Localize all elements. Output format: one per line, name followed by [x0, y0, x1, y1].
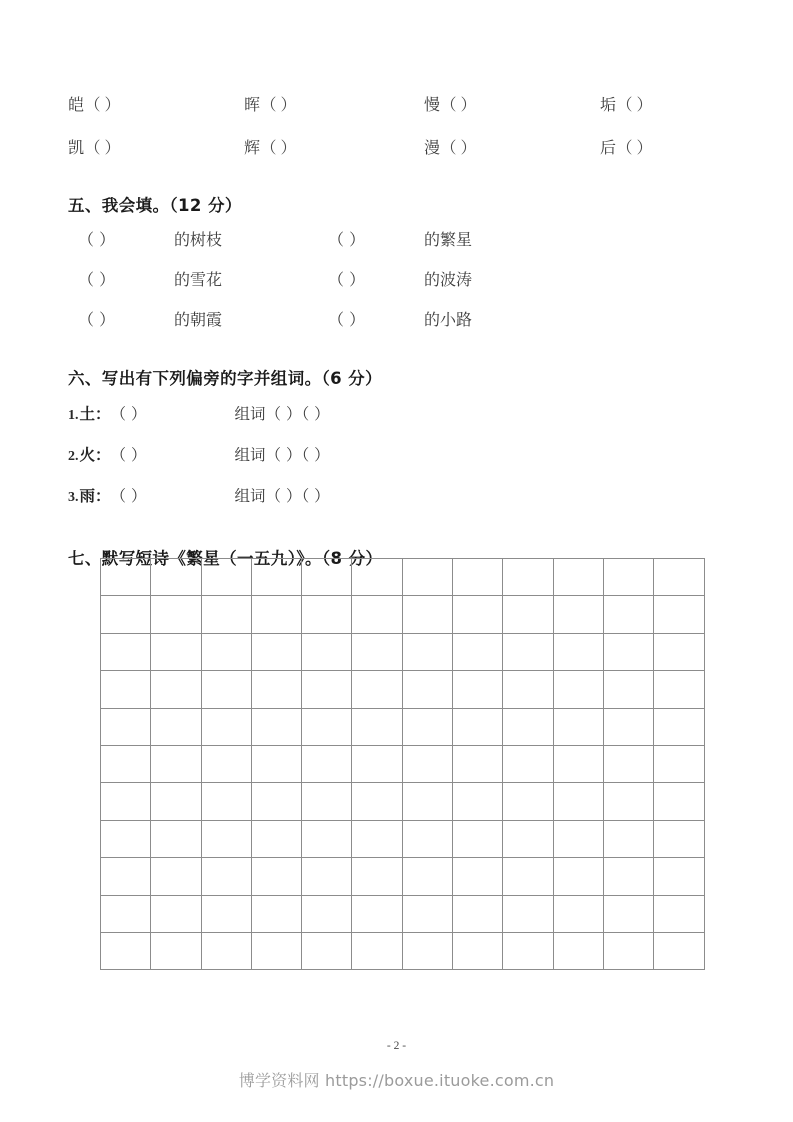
writing-grid-cell[interactable] [453, 895, 503, 932]
writing-grid-cell[interactable] [251, 596, 301, 633]
writing-grid-cell[interactable] [553, 708, 603, 745]
writing-grid-cell[interactable] [201, 708, 251, 745]
answer-bracket[interactable]: （ ） [616, 140, 653, 157]
writing-grid-cell[interactable] [352, 858, 402, 895]
writing-grid-cell[interactable] [251, 633, 301, 670]
writing-grid-cell[interactable] [603, 596, 653, 633]
char-exercise-item [600, 135, 653, 158]
fill-blank-item [328, 267, 578, 290]
phrase-label: 的朝霞 [174, 310, 223, 329]
writing-grid-row [101, 895, 705, 932]
writing-grid-cell[interactable] [352, 596, 402, 633]
writing-grid-cell[interactable] [251, 932, 301, 969]
fill-blank-row [68, 227, 728, 267]
writing-grid-cell[interactable] [151, 596, 201, 633]
answer-bracket[interactable]: （ ） [616, 97, 653, 114]
page-number: - 2 - [386, 1040, 407, 1052]
radical-item-row [68, 484, 728, 525]
writing-grid-cell[interactable] [151, 858, 201, 895]
writing-grid-wrapper [100, 558, 705, 970]
writing-grid-cell[interactable] [151, 559, 201, 596]
answer-bracket[interactable]: （ ） [328, 230, 366, 249]
writing-grid-cell[interactable] [503, 671, 553, 708]
writing-grid-cell[interactable] [402, 783, 452, 820]
writing-grid-cell[interactable] [151, 633, 201, 670]
writing-grid-cell[interactable] [402, 895, 452, 932]
answer-bracket[interactable]: （ ） [440, 140, 477, 157]
char-exercise-item [424, 92, 600, 115]
writing-grid-cell[interactable] [101, 708, 151, 745]
writing-grid-cell[interactable] [201, 745, 251, 782]
char-exercise-item [68, 92, 244, 115]
char-prompt: 凯 [68, 138, 85, 157]
writing-grid-cell[interactable] [251, 671, 301, 708]
writing-grid-cell[interactable] [402, 596, 452, 633]
writing-grid-cell[interactable] [503, 932, 553, 969]
writing-grid-cell[interactable] [603, 708, 653, 745]
radical-item-row [68, 443, 728, 484]
writing-grid-cell[interactable] [352, 820, 402, 857]
item-number: 3. [68, 490, 79, 505]
writing-grid-row [101, 596, 705, 633]
page-content [68, 92, 728, 569]
writing-grid-cell[interactable] [654, 708, 704, 745]
writing-grid-cell[interactable] [453, 596, 503, 633]
answer-bracket[interactable]: （ ） [110, 487, 147, 505]
writing-grid-cell[interactable] [654, 932, 704, 969]
writing-grid-cell[interactable] [201, 633, 251, 670]
writing-grid-cell[interactable] [302, 708, 352, 745]
writing-grid-cell[interactable] [503, 596, 553, 633]
answer-bracket[interactable]: （ ） [78, 270, 116, 289]
char-exercise-row [68, 135, 728, 178]
writing-grid-cell[interactable] [553, 745, 603, 782]
writing-grid-cell[interactable] [251, 708, 301, 745]
writing-grid-cell[interactable] [553, 596, 603, 633]
writing-grid-cell[interactable] [352, 745, 402, 782]
writing-grid-cell[interactable] [402, 708, 452, 745]
writing-grid-cell[interactable] [101, 932, 151, 969]
phrase-label: 的繁星 [424, 230, 473, 249]
writing-grid-cell[interactable] [101, 783, 151, 820]
writing-grid-cell[interactable] [503, 559, 553, 596]
char-exercise-item [424, 135, 600, 158]
writing-grid-cell[interactable] [302, 932, 352, 969]
writing-grid-cell[interactable] [251, 895, 301, 932]
phrase-label: 的小路 [424, 310, 473, 329]
answer-bracket[interactable]: （ ） [110, 446, 147, 464]
writing-grid-cell[interactable] [101, 820, 151, 857]
writing-grid-cell[interactable] [352, 895, 402, 932]
radical-item-row [68, 402, 728, 443]
writing-grid-cell[interactable] [352, 633, 402, 670]
writing-grid-cell[interactable] [402, 633, 452, 670]
answer-bracket[interactable]: （ ） [110, 405, 147, 423]
writing-grid-cell[interactable] [201, 932, 251, 969]
writing-grid-cell[interactable] [503, 895, 553, 932]
zuci-brackets[interactable]: （ ）（ ） [265, 446, 330, 464]
writing-grid-cell[interactable] [302, 858, 352, 895]
writing-grid-cell[interactable] [453, 671, 503, 708]
writing-grid-cell[interactable] [453, 858, 503, 895]
writing-grid-cell[interactable] [654, 820, 704, 857]
fill-blank-item [68, 307, 328, 330]
writing-grid-cell[interactable] [603, 932, 653, 969]
answer-bracket[interactable]: （ ） [328, 270, 366, 289]
phrase-label: 的树枝 [174, 230, 223, 249]
radical-label: 雨： [79, 487, 111, 505]
writing-grid-cell[interactable] [603, 745, 653, 782]
writing-grid-cell[interactable] [503, 633, 553, 670]
writing-grid-cell[interactable] [101, 671, 151, 708]
writing-grid-cell[interactable] [553, 858, 603, 895]
radical-label: 火： [79, 446, 111, 464]
fill-blank-row [68, 267, 728, 307]
writing-grid-cell[interactable] [402, 820, 452, 857]
writing-grid-cell[interactable] [302, 671, 352, 708]
writing-grid-cell[interactable] [302, 895, 352, 932]
writing-grid-cell[interactable] [603, 858, 653, 895]
writing-grid-row [101, 783, 705, 820]
fill-blank-item [328, 227, 578, 250]
writing-grid-cell[interactable] [402, 671, 452, 708]
writing-grid-cell[interactable] [251, 559, 301, 596]
writing-grid-cell[interactable] [654, 671, 704, 708]
writing-grid-cell[interactable] [251, 820, 301, 857]
char-prompt: 垢 [600, 95, 617, 114]
phrase-label: 的波涛 [424, 270, 473, 289]
writing-grid-cell[interactable] [453, 783, 503, 820]
section-five-heading: 五、我会填。（12 分） [68, 196, 242, 215]
zuci-brackets[interactable]: （ ）（ ） [265, 405, 330, 423]
answer-bracket[interactable]: （ ） [440, 97, 477, 114]
char-prompt: 后 [600, 138, 617, 157]
phrase-label: 的雪花 [174, 270, 223, 289]
writing-grid-cell[interactable] [201, 858, 251, 895]
writing-grid-cell[interactable] [302, 596, 352, 633]
writing-grid-cell[interactable] [101, 745, 151, 782]
writing-grid-cell[interactable] [302, 783, 352, 820]
writing-grid-cell[interactable] [553, 895, 603, 932]
writing-grid-row [101, 932, 705, 969]
writing-grid-cell[interactable] [151, 783, 201, 820]
zuci-label: 组词 [234, 446, 266, 464]
answer-bracket[interactable]: （ ） [78, 310, 116, 329]
writing-grid-cell[interactable] [654, 783, 704, 820]
writing-grid-cell[interactable] [603, 671, 653, 708]
writing-grid-cell[interactable] [101, 559, 151, 596]
writing-grid-cell[interactable] [402, 559, 452, 596]
writing-grid-cell[interactable] [151, 708, 201, 745]
writing-grid-cell[interactable] [101, 858, 151, 895]
watermark-text: 博学资料网 https://boxue.ituoke.com.cn [238, 1071, 555, 1090]
answer-bracket[interactable]: （ ） [260, 97, 297, 114]
fill-blank-item [328, 307, 578, 330]
writing-grid-cell[interactable] [603, 783, 653, 820]
writing-grid-cell[interactable] [302, 633, 352, 670]
writing-grid-cell[interactable] [101, 633, 151, 670]
writing-grid-cell[interactable] [151, 671, 201, 708]
radical-label: 土： [79, 405, 111, 423]
writing-grid-cell[interactable] [151, 932, 201, 969]
answer-bracket[interactable]: （ ） [328, 310, 366, 329]
writing-grid-cell[interactable] [453, 559, 503, 596]
writing-grid-cell[interactable] [654, 745, 704, 782]
writing-grid-cell[interactable] [553, 559, 603, 596]
char-prompt: 晖 [244, 95, 261, 114]
char-exercise-item [68, 135, 244, 158]
answer-bracket[interactable]: （ ） [84, 140, 121, 157]
writing-grid-cell[interactable] [201, 820, 251, 857]
writing-grid-cell[interactable] [402, 932, 452, 969]
writing-grid-cell[interactable] [654, 895, 704, 932]
item-number: 1. [68, 408, 79, 423]
writing-grid-row [101, 708, 705, 745]
writing-grid-row [101, 559, 705, 596]
char-exercise-item [244, 92, 424, 115]
writing-grid-cell[interactable] [302, 559, 352, 596]
writing-grid-cell[interactable] [553, 820, 603, 857]
writing-grid-cell[interactable] [201, 596, 251, 633]
char-exercise-item [600, 92, 653, 115]
writing-grid-cell[interactable] [553, 671, 603, 708]
zuci-label: 组词 [234, 487, 266, 505]
writing-grid-cell[interactable] [553, 932, 603, 969]
writing-grid-cell[interactable] [251, 745, 301, 782]
writing-grid-cell[interactable] [352, 783, 402, 820]
char-prompt: 皑 [68, 95, 85, 114]
fill-blank-item [68, 267, 328, 290]
writing-grid-cell[interactable] [503, 745, 553, 782]
writing-grid-cell[interactable] [453, 708, 503, 745]
writing-grid-cell[interactable] [654, 559, 704, 596]
writing-grid-cell[interactable] [503, 820, 553, 857]
writing-grid-cell[interactable] [402, 858, 452, 895]
writing-grid-cell[interactable] [453, 633, 503, 670]
writing-grid-cell[interactable] [251, 858, 301, 895]
writing-grid-cell[interactable] [201, 895, 251, 932]
fill-blank-item [68, 227, 328, 250]
writing-grid-cell[interactable] [352, 671, 402, 708]
char-exercise-row [68, 92, 728, 135]
writing-grid-cell[interactable] [603, 559, 653, 596]
writing-grid-cell[interactable] [603, 895, 653, 932]
writing-grid-cell[interactable] [402, 745, 452, 782]
writing-grid-cell[interactable] [302, 820, 352, 857]
writing-grid-cell[interactable] [453, 932, 503, 969]
writing-grid-cell[interactable] [251, 783, 301, 820]
char-prompt: 慢 [424, 95, 441, 114]
zuci-brackets[interactable]: （ ）（ ） [265, 487, 330, 505]
fill-blank-row [68, 307, 728, 347]
writing-grid-cell[interactable] [201, 671, 251, 708]
writing-grid-cell[interactable] [101, 596, 151, 633]
writing-grid-cell[interactable] [654, 858, 704, 895]
writing-grid-cell[interactable] [603, 633, 653, 670]
writing-grid-row [101, 671, 705, 708]
item-number: 2. [68, 449, 79, 464]
writing-grid-cell[interactable] [553, 783, 603, 820]
writing-grid-cell[interactable] [654, 633, 704, 670]
section-six-heading: 六、写出有下列偏旁的字并组词。（6 分） [68, 369, 382, 388]
writing-grid-cell[interactable] [352, 708, 402, 745]
answer-bracket[interactable]: （ ） [260, 140, 297, 157]
writing-grid-cell[interactable] [453, 745, 503, 782]
writing-grid-cell[interactable] [503, 783, 553, 820]
char-exercise-item [244, 135, 424, 158]
writing-grid-cell[interactable] [503, 708, 553, 745]
writing-grid-row [101, 820, 705, 857]
writing-grid-cell[interactable] [151, 820, 201, 857]
writing-grid-row [101, 633, 705, 670]
writing-grid-cell[interactable] [654, 596, 704, 633]
writing-grid-cell[interactable] [101, 895, 151, 932]
section-seven-heading: 七、默写短诗《繁星（一五九）》。（8 分） [68, 549, 383, 568]
writing-grid-body [101, 559, 705, 970]
writing-grid-cell[interactable] [302, 745, 352, 782]
writing-grid-cell[interactable] [453, 820, 503, 857]
writing-grid-row [101, 745, 705, 782]
writing-grid-cell[interactable] [503, 858, 553, 895]
answer-bracket[interactable]: （ ） [84, 97, 121, 114]
writing-grid-row [101, 858, 705, 895]
writing-grid-cell[interactable] [553, 633, 603, 670]
char-prompt: 漫 [424, 138, 441, 157]
zuci-label: 组词 [234, 405, 266, 423]
writing-grid-cell[interactable] [352, 559, 402, 596]
writing-grid-cell[interactable] [151, 895, 201, 932]
writing-grid-cell[interactable] [201, 559, 251, 596]
answer-bracket[interactable]: （ ） [78, 230, 116, 249]
writing-grid-cell[interactable] [151, 745, 201, 782]
writing-grid-cell[interactable] [603, 820, 653, 857]
writing-grid-cell[interactable] [352, 932, 402, 969]
writing-grid-cell[interactable] [201, 783, 251, 820]
char-prompt: 辉 [244, 138, 261, 157]
writing-grid[interactable] [100, 558, 705, 970]
